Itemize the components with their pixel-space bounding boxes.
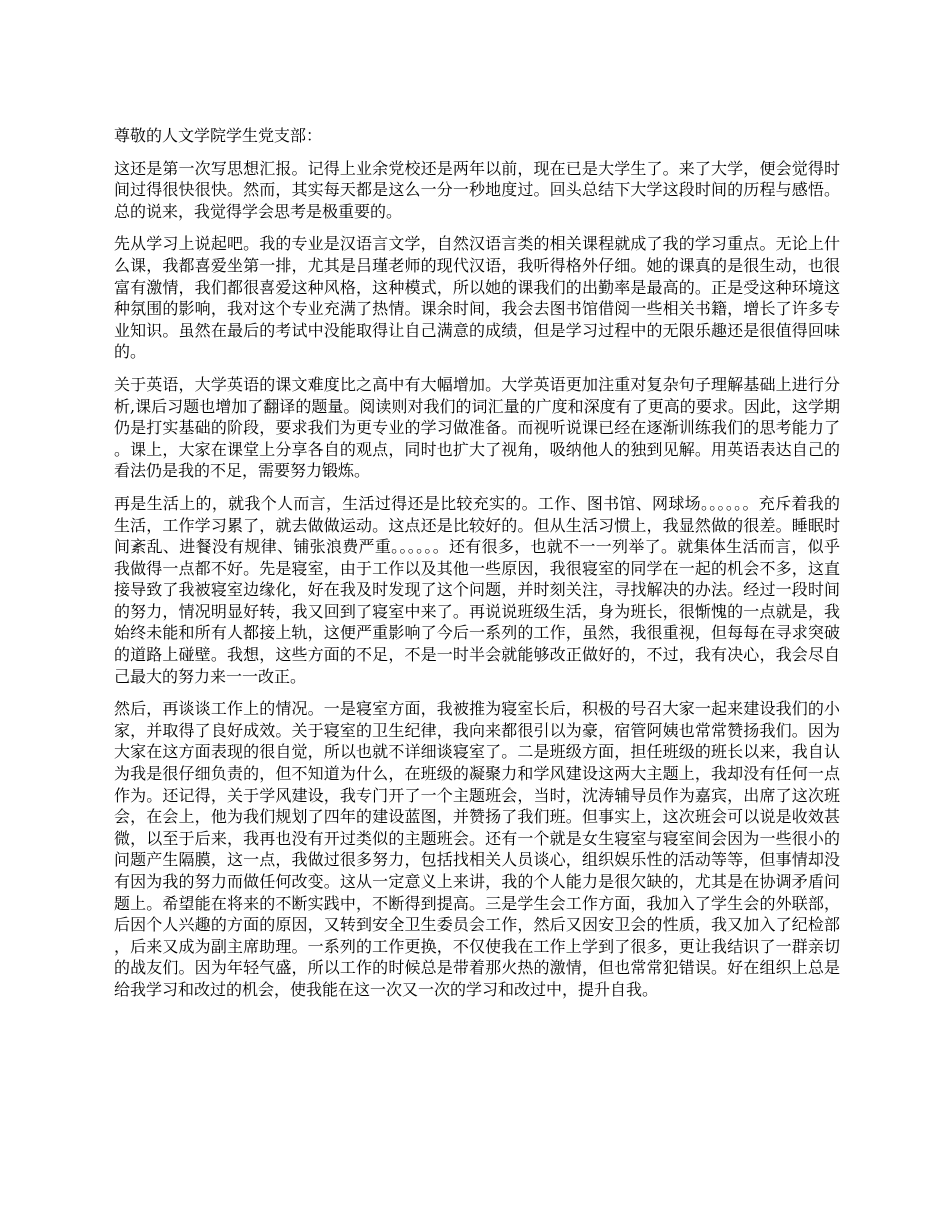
paragraph-2: 先从学习上说起吧。我的专业是汉语言文学，自然汉语言类的相关课程就成了我的学习重点。无论上什么课，我都喜爱坐第一排，尤其是吕瑾老师的现代汉语，我听得格外仔细。她的课真的是很生动，也很富有激情，我们都很喜爱这种风格，这种模式，所以她的课我们的出勤率是最高的。正是受这种环境这种氛围的影响，我对这个专业充满了热情。课余时间，我会去图书馆借阅一些相关书籍，增长了许多专业知识。虽然在最后的考试中没能取得让自己满意的成绩，但是学习过程中的无限乐趣还是很值得回味的。 (114, 234, 840, 362)
document-page (114, 125, 840, 1012)
paragraph-1: 这还是第一次写思想汇报。记得上业余党校还是两年以前，现在已是大学生了。来了大学，便会觉得时间过得很快很快。然而，其实每天都是这么一分一秒地度过。回头总结下大学这段时间的历程与感悟。总的说来，我觉得学会思考是极重要的。 (114, 158, 840, 221)
paragraph-3: 关于英语，大学英语的课文难度比之高中有大幅增加。大学英语更加注重对复杂句子理解基础上进行分析,课后习题也增加了翻译的题量。阅读则对我们的词汇量的广度和深度有了更高的要求。因此，这学期仍是打实基础的阶段，要求我们为更专业的学习做准备。而视听说课已经在逐渐训练我们的思考能力了。课上，大家在课堂上分享各自的观点，同时也扩大了视角，吸纳他人的独到见解。用英语表达自己的看法仍是我的不足，需要努力锻炼。 (114, 374, 840, 481)
paragraph-4: 再是生活上的，就我个人而言，生活过得还是比较充实的。工作、图书馆、网球场。。。。。。充斥着我的生活，工作学习累了，就去做做运动。这点还是比较好的。但从生活习惯上，我显然做的很差。睡眠时间紊乱、进餐没有规律、铺张浪费严重。。。。。。还有很多，也就不一一列举了。就集体生活而言，似乎我做得一点都不好。先是寝室，由于工作以及其他一些原因，我很寝室的同学在一起的机会不多，这直接导致了我被寝室边缘化，好在我及时发现了这个问题，并时刻关注，寻找解决的办法。经过一段时间的努力，情况明显好转，我又回到了寝室中来了。再说说班级生活，身为班长，很惭愧的一点就是，我始终未能和所有人都接上轨，这便严重影响了今后一系列的工作，虽然，我很重视，但每每在寻求突破的道路上碰壁。我想，这些方面的不足，不是一时半会就能够改正做好的，不过，我有决心，我会尽自己最大的努力来一一改正。 (114, 493, 840, 686)
salutation: 尊敬的人文学院学生党支部： (114, 126, 323, 145)
paragraph-5: 然后，再谈谈工作上的情况。一是寝室方面，我被推为寝室长后，积极的号召大家一起来建设我们的小家，并取得了良好成效。关于寝室的卫生纪律，我向来都很引以为豪，宿管阿姨也常常赞扬我们。因为大家在这方面表现的很自觉，所以也就不详细谈寝室了。二是班级方面，担任班级的班长以来，我自认为我是很仔细负责的，但不知道为什么，在班级的凝聚力和学风建设这两大主题上，我却没有任何一点作为。还记得，关于学风建设，我专门开了一个主题班会，当时，沈涛辅导员作为嘉宾，出席了这次班会，在会上，他为我们规划了四年的建设蓝图，并赞扬了我们班。但事实上，这次班会可以说是收效甚微，以至于后来，我再也没有开过类似的主题班会。还有一个就是女生寝室与寝室间会因为一些很小的问题产生隔膜，这一点，我做过很多努力，包括找相关人员谈心，组织娱乐性的活动等等，但事情却没有因为我的努力而做任何改变。这从一定意义上来讲，我的个人能力是很欠缺的，尤其是在协调矛盾问题上。希望能在将来的不断实践中，不断得到提高。三是学生会工作方面，我加入了学生会的外联部，后因个人兴趣的方面的原因，又转到安全卫生委员会工作，然后又因安卫会的性质，我又加入了纪检部，后来又成为副主席助理。一系列的工作更换，不仅使我在工作上学到了很多，更让我结识了一群亲切的战友们。因为年轻气盛，所以工作的时候总是带着那火热的激情，但也常常犯错误。好在组织上总是给我学习和改过的机会，使我能在这一次又一次的学习和改过中，提升自我。 (114, 699, 840, 999)
